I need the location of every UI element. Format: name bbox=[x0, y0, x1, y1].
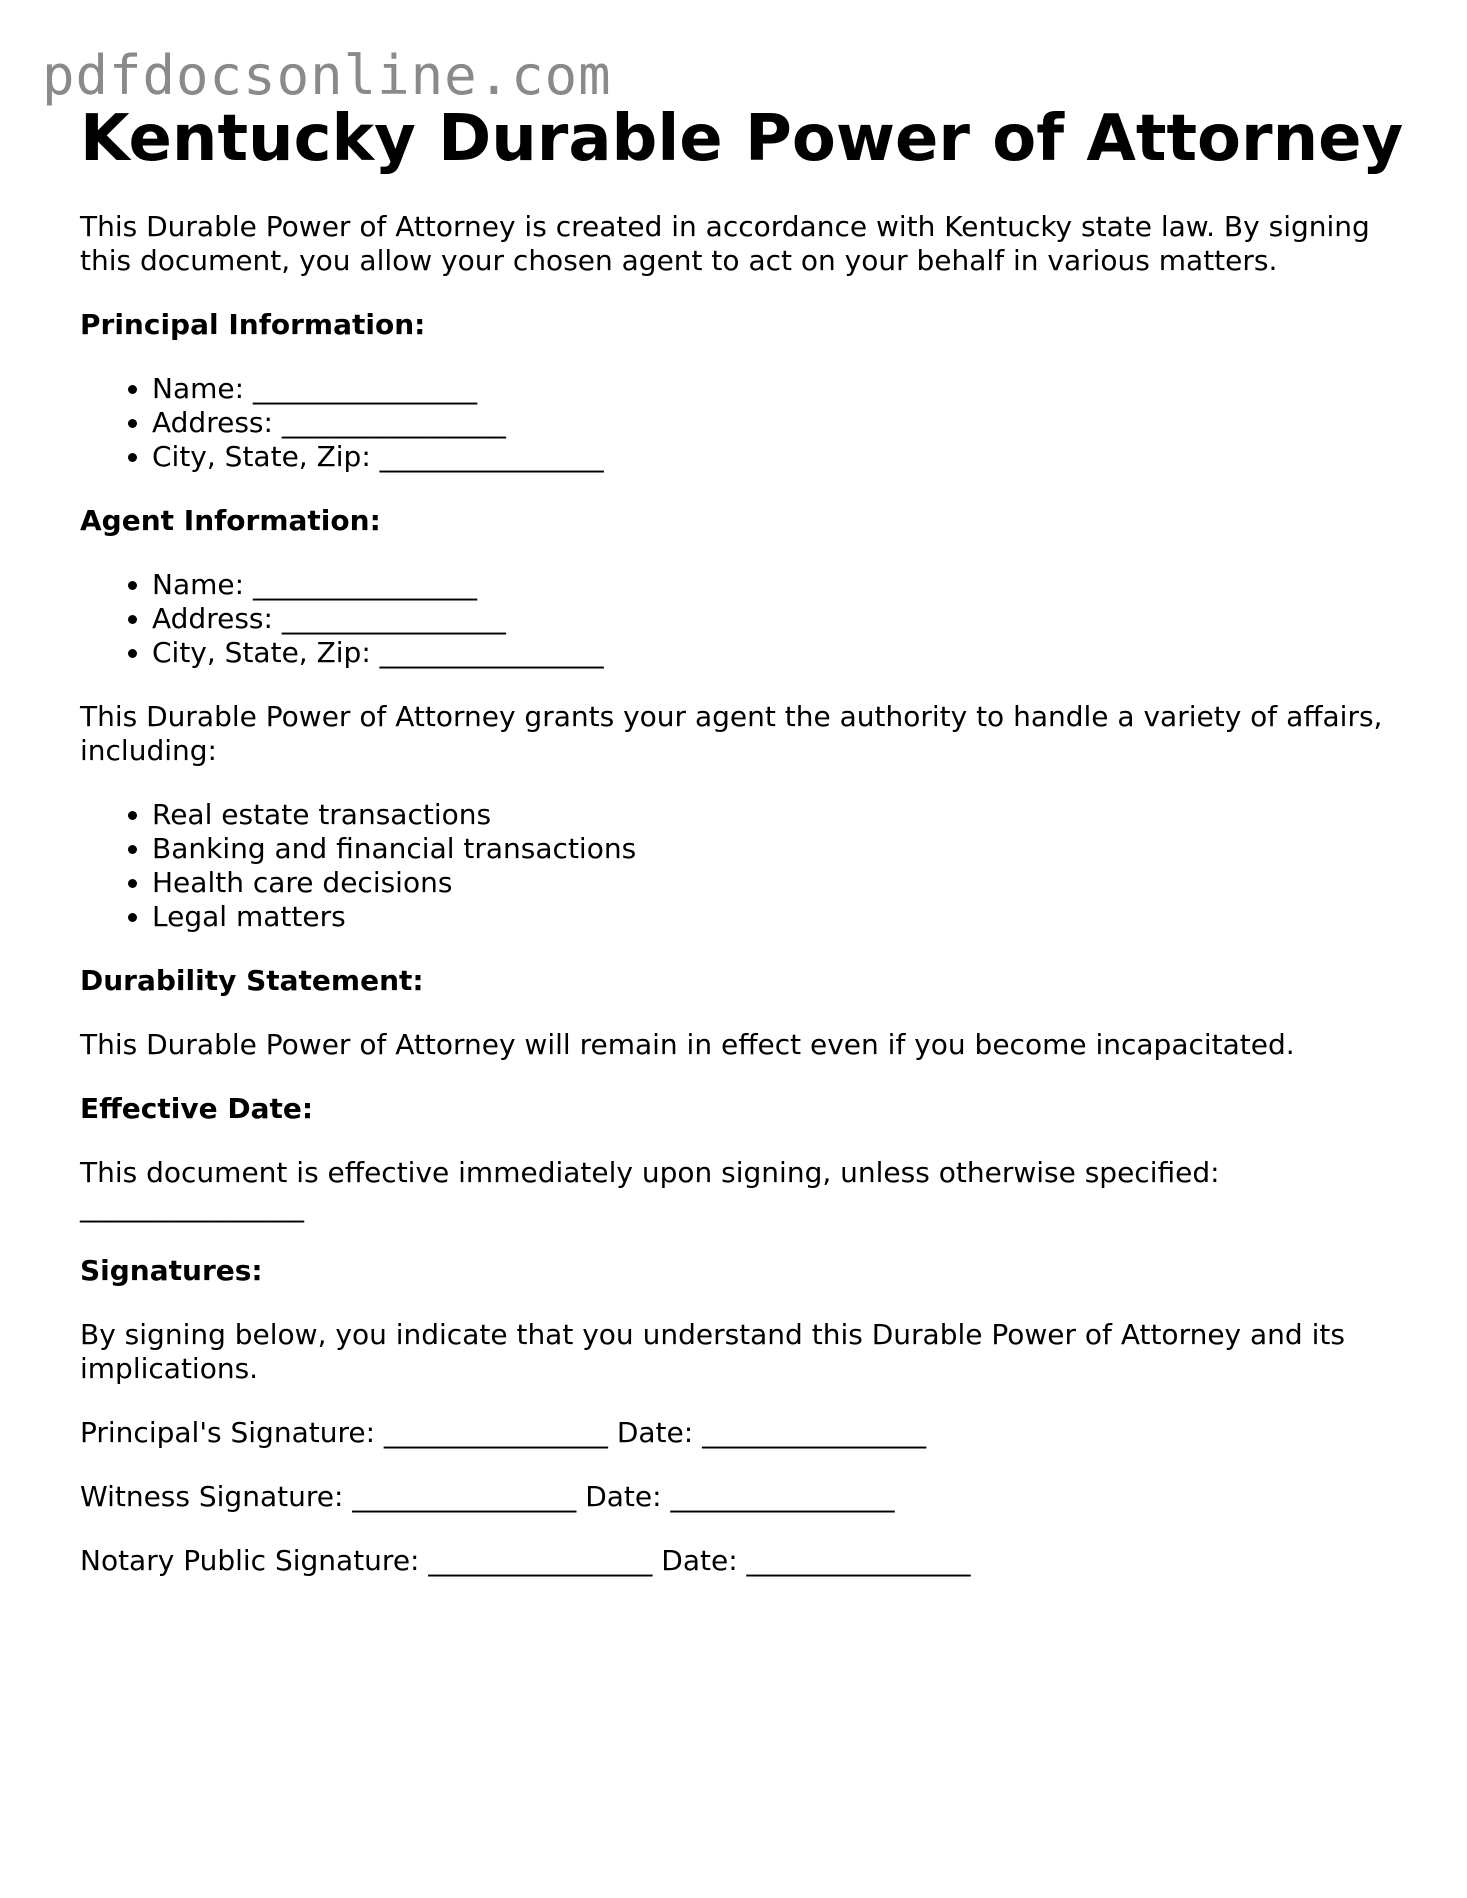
page-title: Kentucky Durable Power of Attorney bbox=[80, 102, 1404, 176]
principal-address-field: • Address: ________________ bbox=[152, 406, 1400, 440]
principal-name-field: • Name: ________________ bbox=[152, 372, 1400, 406]
principal-city-state-zip-field: • City, State, Zip: ________________ bbox=[152, 440, 1400, 474]
principal-signature-line: Principal's Signature: ________________ Date: ________________ bbox=[80, 1416, 927, 1449]
agent-address-field: • Address: ________________ bbox=[152, 602, 1400, 636]
principal-fields-list bbox=[80, 372, 1400, 474]
effective-date-paragraph: This document is effective immediately upon signing, unless otherwise specified: ________________ bbox=[80, 1156, 1220, 1223]
notary-signature-line: Notary Public Signature: ________________ Date: ________________ bbox=[80, 1544, 971, 1577]
authority-paragraph: This Durable Power of Attorney grants your agent the authority to handle a variety of affairs, including: bbox=[80, 700, 1383, 767]
intro-paragraph: This Durable Power of Attorney is created in accordance with Kentucky state law. By signing this document, you allow your chosen agent to act on your behalf in various matters. bbox=[80, 210, 1370, 277]
effective-date-heading: Effective Date: bbox=[80, 1092, 314, 1125]
agent-fields-list bbox=[80, 568, 1400, 670]
authority-item: • Real estate transactions bbox=[152, 798, 1400, 832]
watermark: pdfdocsonline.com bbox=[42, 44, 612, 107]
durability-paragraph: This Durable Power of Attorney will remain in effect even if you become incapacitated. bbox=[80, 1028, 1295, 1061]
authority-item: • Legal matters bbox=[152, 900, 1400, 934]
document-body bbox=[80, 98, 1404, 1578]
durability-heading: Durability Statement: bbox=[80, 964, 424, 997]
authority-item: • Banking and financial transactions bbox=[152, 832, 1400, 866]
signatures-paragraph: By signing below, you indicate that you understand this Durable Power of Attorney and its implications. bbox=[80, 1318, 1345, 1385]
authority-item: • Health care decisions bbox=[152, 866, 1400, 900]
agent-name-field: • Name: ________________ bbox=[152, 568, 1400, 602]
agent-heading: Agent Information: bbox=[80, 504, 381, 537]
authority-list bbox=[80, 798, 1400, 934]
agent-city-state-zip-field: • City, State, Zip: ________________ bbox=[152, 636, 1400, 670]
principal-heading: Principal Information: bbox=[80, 308, 426, 341]
witness-signature-line: Witness Signature: ________________ Date: ________________ bbox=[80, 1480, 895, 1513]
signatures-heading: Signatures: bbox=[80, 1254, 263, 1287]
